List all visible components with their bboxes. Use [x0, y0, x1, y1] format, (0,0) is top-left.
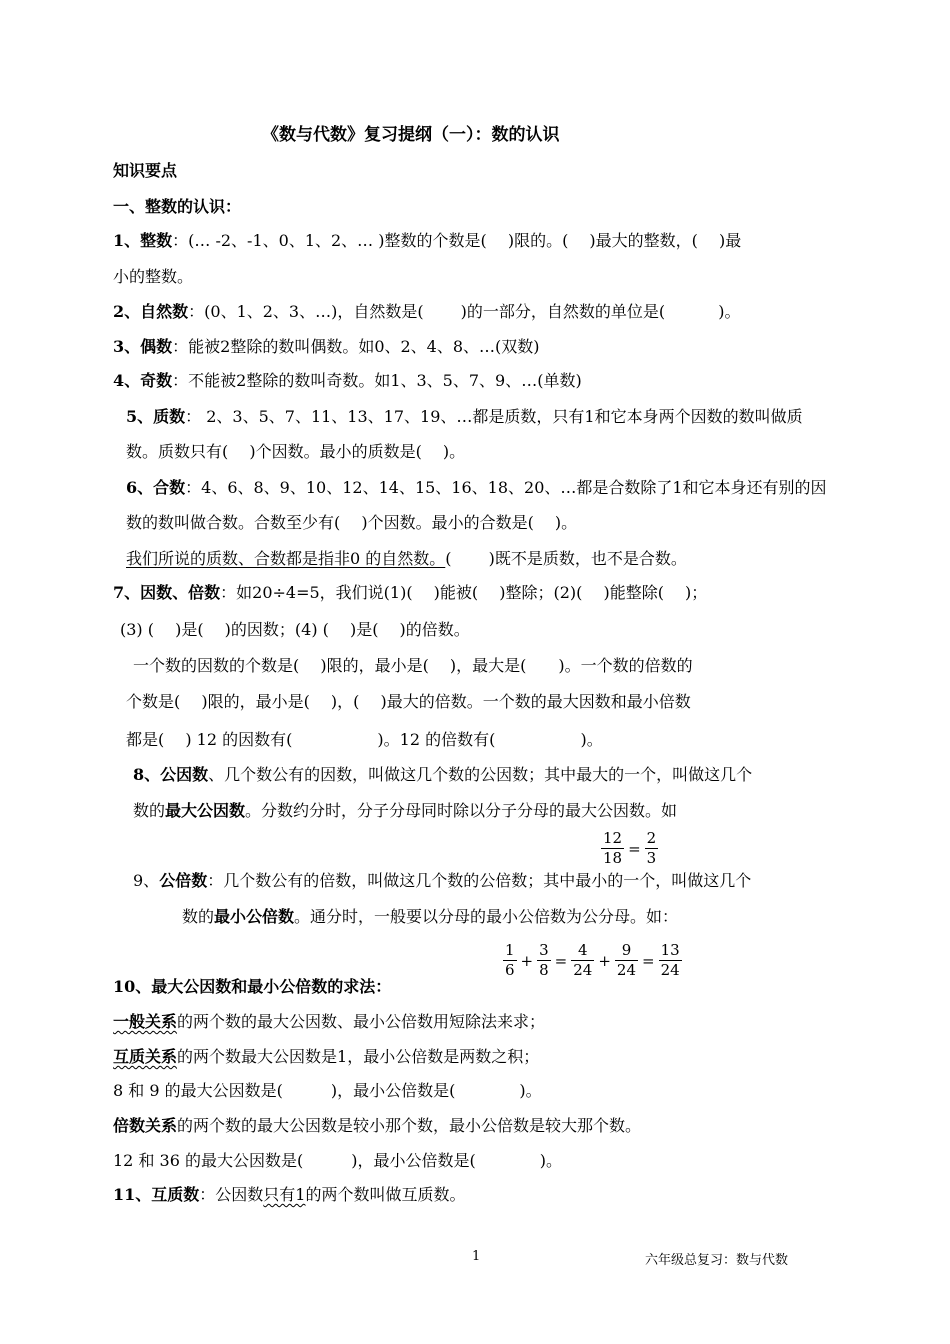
term-multiple-relation: 倍数关系: [113, 1116, 178, 1135]
item-composite-numbers-text: ：4、6、8、9、10、12、14、15、16、18、20、…都是合数除了1和它本身还有别的因: [185, 478, 827, 497]
item-odd-numbers-text: ：不能被2整除的数叫奇数。如1、3、5、7、9、…(单数): [172, 371, 582, 390]
item-coprime-numbers: 11、互质数：公因数只有1的两个数叫做互质数。: [113, 1185, 466, 1204]
item-common-multiples: 9、公倍数：几个数公有的倍数，叫做这几个数的公倍数；其中最小的一个，叫做这几个: [133, 871, 752, 890]
page-number: 1: [472, 1249, 481, 1264]
item-common-multiples-cont: 数的最小公倍数。通分时，一般要以分母的最小公倍数为公分母。如：: [182, 907, 679, 926]
item-natural-numbers: [113, 301, 741, 323]
item-exercise-12-36: 12 和 36 的最大公因数是( )，最小公倍数是( )。: [113, 1151, 562, 1170]
item-odd-numbers: [113, 370, 582, 392]
item-coprime-relation: 互质关系的两个数最大公因数是1，最小公倍数是两数之积；: [113, 1047, 540, 1066]
term-coprime-relation: 互质关系: [113, 1047, 178, 1066]
term-coprime-numbers: 11、互质数: [113, 1185, 200, 1204]
term-lcm: 最小公倍数: [214, 907, 295, 926]
item-factors-multiples: [113, 582, 707, 604]
item-common-factors: [133, 764, 752, 786]
item-integers-text: ：(… -2、-1、0、1、2、… )整数的个数是( )限的。( )最大的整数，( )最: [172, 231, 742, 250]
item-composite-numbers-cont: 数的数叫做合数。合数至少有( )个因数。最小的合数是( )。: [126, 513, 578, 532]
document-title: 《数与代数》复习提纲（一）：数的认识: [262, 125, 560, 145]
item-factors-multiples-line3: 一个数的因数的个数是( )限的，最小是( )，最大是( )。一个数的倍数的: [133, 656, 693, 675]
term-general-relation: 一般关系: [113, 1012, 178, 1031]
term-gcd: 最大公因数: [165, 801, 246, 820]
term-common-multiples: 公倍数: [159, 871, 208, 890]
term-odd-numbers: 4、奇数: [113, 371, 173, 390]
item-multiple-relation: 倍数关系的两个数的最大公因数是较小那个数，最小公倍数是较大那个数。: [113, 1116, 642, 1135]
item-common-multiples-text: ：几个数公有的倍数，叫做这几个数的公倍数；其中最小的一个，叫做这几个: [207, 871, 752, 890]
item-integers: [113, 230, 741, 252]
item-prime-numbers-cont: 数。质数只有( )个因数。最小的质数是( )。: [126, 442, 466, 461]
underlined-note: 我们所说的质数、合数都是指非0 的自然数。: [126, 549, 446, 568]
item-prime-numbers: [126, 406, 803, 428]
item-exercise-8-9: 8 和 9 的最大公因数是( )，最小公倍数是( )。: [113, 1081, 542, 1100]
term-integers: 1、整数: [113, 231, 173, 250]
item-factors-multiples-line2: (3) ( )是( )的因数；(4) ( )是( )的倍数。: [120, 620, 470, 639]
item-even-numbers-text: ：能被2整除的数叫偶数。如0、2、4、8、…(双数): [172, 337, 540, 356]
item-even-numbers: [113, 336, 540, 358]
note-rest: ( )既不是质数，也不是合数。: [445, 549, 687, 568]
item-integers-cont: 小的整数。: [113, 267, 194, 286]
item-composite-numbers: [126, 477, 827, 499]
item-factors-multiples-line5: 都是( ) 12 的因数有( )。12 的倍数有( )。: [126, 730, 603, 749]
term-factors-multiples: 7、因数、倍数: [113, 583, 221, 602]
footer-text: 六年级总复习：数与代数: [645, 1253, 789, 1268]
term-prime-numbers: 5、质数: [126, 407, 186, 426]
term-common-factors: 8、公因数: [133, 765, 209, 784]
term-composite-numbers: 6、合数: [126, 478, 186, 497]
fraction-example-reduce: $\frac{12}{18}$ = $\frac{2}{3}$: [603, 829, 657, 867]
item-factors-multiples-text: ：如20÷4=5，我们说(1)( )能被( )整除；(2)( )能整除( )；: [220, 583, 708, 602]
fraction-example-common-denominator: 1 6 + $\frac{3}{8}$ = $\frac{4}{24}$ + $\frac{9}{24}$ = $\frac{13}{24}$: [505, 941, 680, 979]
section-integers-heading: 一、整数的认识：: [113, 197, 242, 216]
underlined-only-one: 只有1: [263, 1185, 306, 1204]
term-natural-numbers: 2、自然数: [113, 302, 189, 321]
item-gcd-lcm-methods: 10、最大公因数和最小公倍数的求法：: [113, 977, 392, 996]
item-general-relation: 一般关系的两个数的最大公因数、最小公倍数用短除法来求；: [113, 1012, 546, 1031]
item-common-factors-cont: 数的最大公因数。分数约分时，分子分母同时除以分子分母的最大公因数。如: [133, 801, 678, 820]
item-prime-numbers-text: ： 2、3、5、7、11、13、17、19、…都是质数，只有1和它本身两个因数的数叫做质: [185, 407, 803, 426]
item-common-factors-text: 、几个数公有的因数，叫做这几个数的公因数；其中最大的一个，叫做这几个: [208, 765, 753, 784]
item-factors-multiples-line4: 个数是( )限的，最小是( )，( )最大的倍数。一个数的最大因数和最小倍数: [126, 692, 691, 711]
item-natural-numbers-text: ：(0、1、2、3、…)，自然数是( )的一部分，自然数的单位是( )。: [188, 302, 741, 321]
heading-knowledge-points: 知识要点: [113, 161, 178, 180]
item-composite-note: [126, 548, 687, 570]
term-even-numbers: 3、偶数: [113, 337, 173, 356]
